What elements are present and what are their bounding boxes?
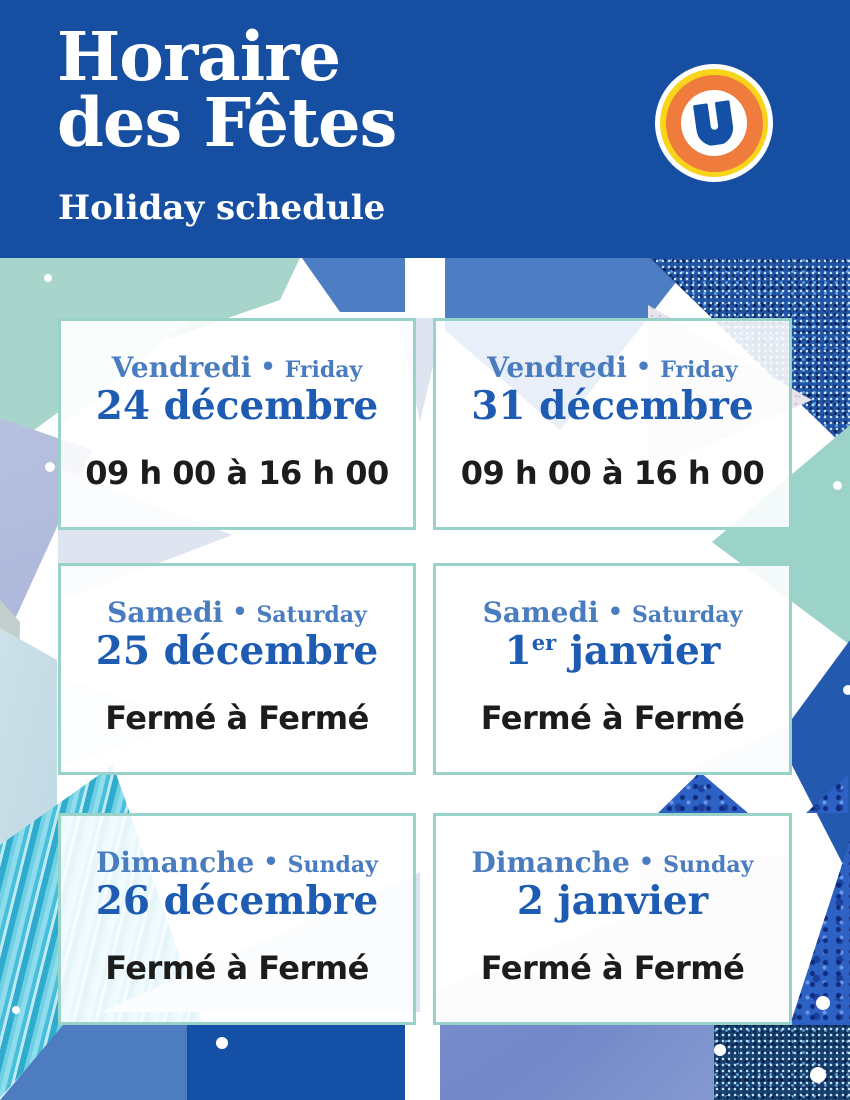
day-label-en: Saturday <box>256 602 367 628</box>
hours-label: Fermé à Fermé <box>105 948 369 987</box>
day-separator: • <box>263 847 279 876</box>
day-label-en: Sunday <box>287 852 378 878</box>
day-separator: • <box>638 847 655 876</box>
date-label <box>61 878 413 924</box>
day-label-en: Friday <box>660 357 738 383</box>
date-label <box>61 383 413 429</box>
hours-label: Fermé à Fermé <box>480 948 745 987</box>
day-label-en: Saturday <box>632 602 743 628</box>
page-title-line2: des Fêtes <box>57 82 397 162</box>
date-main: 25 décembre <box>95 628 379 674</box>
date-main: 2 janvier <box>516 878 709 924</box>
card-dimanche-2-janvier <box>433 813 792 1025</box>
date-tail: janvier <box>556 628 721 674</box>
day-separator: • <box>607 597 624 626</box>
day-line <box>61 846 413 879</box>
page-title <box>57 17 397 162</box>
white-dot <box>44 274 52 282</box>
date-main: 31 décembre <box>471 383 754 429</box>
card-samedi-25-decembre <box>58 563 416 775</box>
logo-u-icon <box>690 98 738 147</box>
date-main: 24 décembre <box>95 383 379 429</box>
date-label <box>436 383 789 429</box>
date-label <box>436 878 789 924</box>
date-superscript: er <box>531 630 557 655</box>
white-dot <box>714 1044 726 1056</box>
uniprix-logo <box>655 64 773 182</box>
day-line <box>61 351 413 384</box>
logo-orange-ring <box>666 75 763 172</box>
card-vendredi-31-decembre <box>433 318 792 530</box>
day-line <box>436 351 789 384</box>
header-band <box>0 0 850 258</box>
day-label-en: Friday <box>284 357 363 383</box>
day-label-fr: Vendredi <box>487 351 627 384</box>
white-dot <box>216 1037 228 1049</box>
white-dot <box>45 462 55 472</box>
day-label-en: Sunday <box>663 852 754 878</box>
card-samedi-1er-janvier <box>433 563 792 775</box>
day-label-fr: Vendredi <box>111 351 252 384</box>
white-dot <box>816 996 830 1010</box>
page-subtitle: Holiday schedule <box>58 188 386 228</box>
day-label-fr: Dimanche <box>96 846 255 879</box>
page-title-line1: Horaire <box>57 17 341 96</box>
day-label-fr: Samedi <box>482 596 599 629</box>
hours-label: Fermé à Fermé <box>105 698 369 737</box>
day-line <box>436 596 789 629</box>
date-main: 26 décembre <box>95 878 379 924</box>
white-dot <box>833 481 842 490</box>
day-separator: • <box>260 352 276 381</box>
day-line <box>61 596 413 629</box>
logo-yellow-ring <box>660 69 768 177</box>
logo-white-disc <box>681 90 747 156</box>
day-separator: • <box>635 352 652 381</box>
card-dimanche-26-decembre <box>58 813 416 1025</box>
hours-label: 09 h 00 à 16 h 00 <box>85 453 389 492</box>
day-line <box>436 846 789 879</box>
day-label-fr: Dimanche <box>471 846 630 879</box>
date-main: 1 <box>504 628 532 674</box>
hours-label: Fermé à Fermé <box>480 698 745 737</box>
day-label-fr: Samedi <box>107 596 224 629</box>
white-dot <box>12 1006 20 1014</box>
date-label <box>61 628 413 674</box>
white-dot <box>843 685 850 695</box>
hours-label: 09 h 00 à 16 h 00 <box>460 453 765 492</box>
white-dot <box>810 1067 826 1083</box>
date-label <box>436 628 789 674</box>
day-separator: • <box>232 597 248 626</box>
card-vendredi-24-decembre <box>58 318 416 530</box>
